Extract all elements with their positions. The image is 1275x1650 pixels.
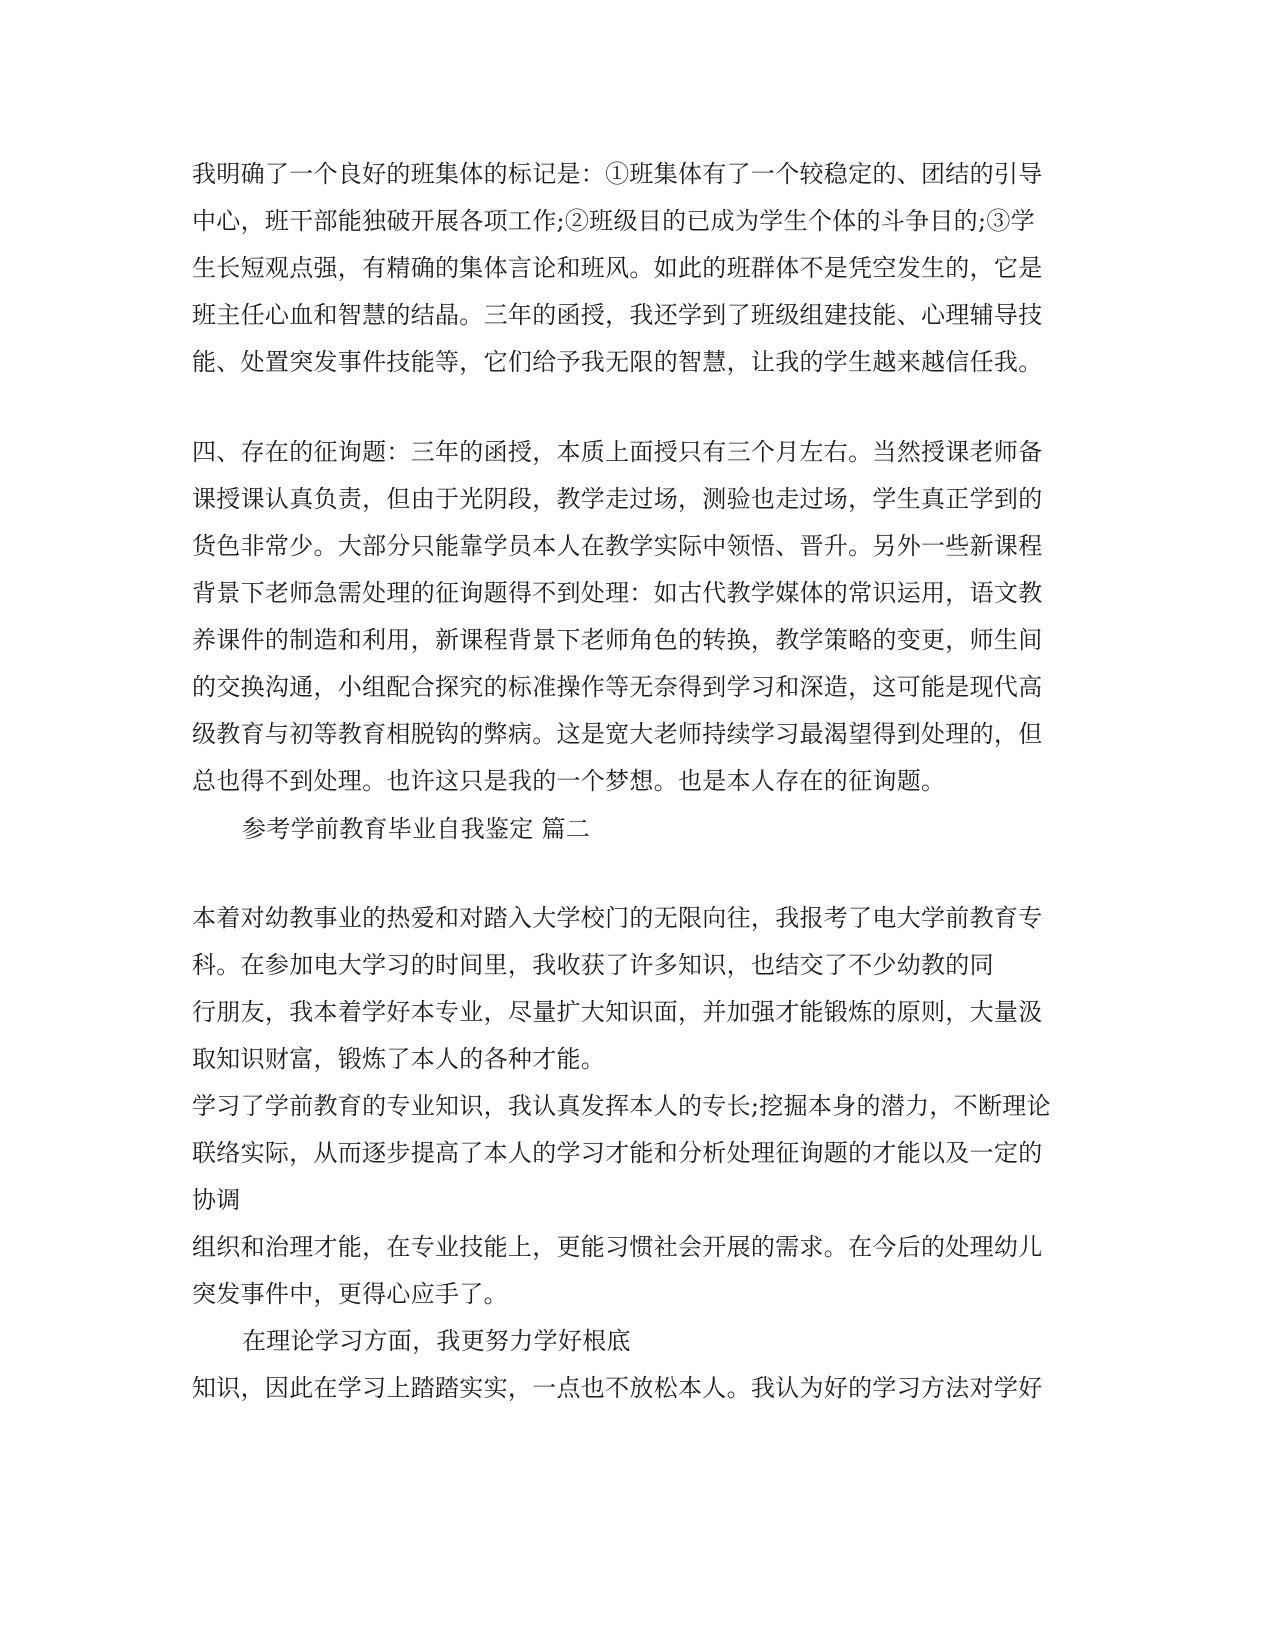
section-heading: 参考学前教育毕业自我鉴定 篇二	[242, 815, 591, 843]
text-line: 货色非常少。大部分只能靠学员本人在教学实际中领悟、晋升。另外一些新课程	[192, 532, 1043, 560]
text-line: 课授课认真负责，但由于光阴段，教学走过场，测验也走过场，学生真正学到的	[192, 485, 1043, 513]
text-line: 四、存在的征询题：三年的函授，本质上面授只有三个月左右。当然授课老师备	[192, 438, 1043, 466]
text-line: 学习了学前教育的专业知识，我认真发挥本人的专长;挖掘本身的潜力，不断理论	[192, 1092, 1051, 1120]
text-line: 级教育与初等教育相脱钩的弊病。这是宽大老师持续学习最渴望得到处理的，但	[192, 720, 1043, 748]
text-line: 能、处置突发事件技能等，它们给予我无限的智慧，让我的学生越来越信任我。	[192, 348, 1043, 376]
text-line: 取知识财富，锻炼了本人的各种才能。	[192, 1045, 606, 1073]
text-line: 协调	[192, 1186, 241, 1214]
text-line: 我明确了一个良好的班集体的标记是：①班集体有了一个较稳定的、团结的引导	[192, 160, 1043, 188]
text-line: 生长短观点强，有精确的集体言论和班风。如此的班群体不是凭空发生的，它是	[192, 254, 1043, 282]
text-line: 的交换沟通，小组配合探究的标准操作等无奈得到学习和深造，这可能是现代高	[192, 673, 1043, 701]
text-line: 在理论学习方面，我更努力学好根底	[242, 1327, 631, 1355]
text-line: 行朋友，我本着学好本专业，尽量扩大知识面，并加强才能锻炼的原则，大量汲	[192, 998, 1043, 1026]
text-line: 中心，班干部能独破开展各项工作;②班级目的已成为学生个体的斗争目的;③学	[192, 207, 1035, 235]
text-line: 联络实际，从而逐步提高了本人的学习才能和分析处理征询题的才能以及一定的	[192, 1139, 1043, 1167]
text-line: 知识，因此在学习上踏踏实实，一点也不放松本人。我认为好的学习方法对学好	[192, 1374, 1043, 1402]
text-line: 养课件的制造和利用，新课程背景下老师角色的转换，教学策略的变更，师生间	[192, 626, 1043, 654]
text-line: 科。在参加电大学习的时间里，我收获了许多知识，也结交了不少幼教的同	[192, 951, 994, 979]
text-line: 突发事件中，更得心应手了。	[192, 1280, 508, 1308]
text-line: 背景下老师急需处理的征询题得不到处理：如古代教学媒体的常识运用，语文教	[192, 579, 1043, 607]
text-line: 总也得不到处理。也许这只是我的一个梦想。也是本人存在的征询题。	[192, 767, 946, 795]
text-line: 组织和治理才能，在专业技能上，更能习惯社会开展的需求。在今后的处理幼儿	[192, 1233, 1043, 1261]
text-line: 班主任心血和智慧的结晶。三年的函授，我还学到了班级组建技能、心理辅导技	[192, 301, 1043, 329]
text-line: 本着对幼教事业的热爱和对踏入大学校门的无限向往，我报考了电大学前教育专	[192, 904, 1043, 932]
